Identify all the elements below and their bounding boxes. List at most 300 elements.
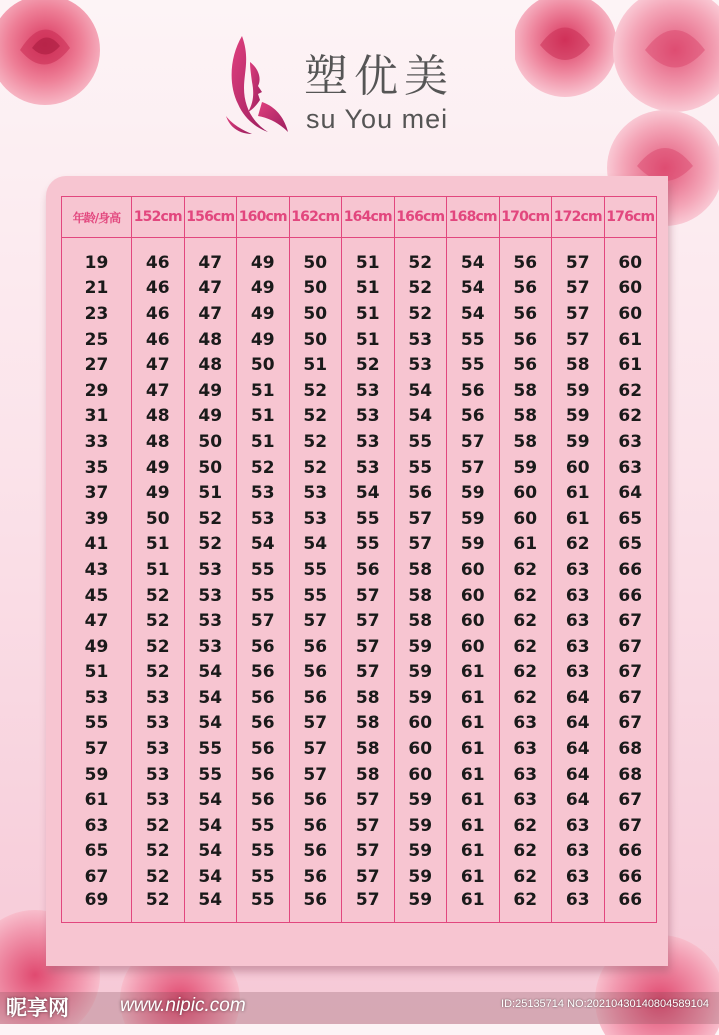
weight-cell: 63 — [552, 583, 605, 609]
table-row — [62, 532, 657, 558]
weight-cell: 59 — [394, 890, 447, 923]
age-cell: 69 — [62, 890, 132, 923]
table-row — [62, 327, 657, 353]
table-row — [62, 660, 657, 686]
weight-cell: 61 — [447, 736, 500, 762]
weight-cell: 47 — [184, 276, 237, 302]
weight-cell: 57 — [342, 813, 395, 839]
weight-cell: 55 — [237, 583, 290, 609]
table-row — [62, 583, 657, 609]
weight-cell: 55 — [237, 813, 290, 839]
weight-cell: 57 — [342, 583, 395, 609]
weight-cell: 66 — [604, 557, 657, 583]
weight-cell: 57 — [552, 327, 605, 353]
table-row — [62, 352, 657, 378]
weight-cell: 63 — [552, 608, 605, 634]
weight-cell: 55 — [289, 583, 342, 609]
weight-cell: 53 — [342, 455, 395, 481]
weight-cell: 63 — [499, 762, 552, 788]
weight-cell: 61 — [604, 352, 657, 378]
weight-cell: 52 — [132, 660, 185, 686]
weight-cell: 59 — [499, 455, 552, 481]
weight-cell: 63 — [552, 839, 605, 865]
weight-cell: 56 — [447, 404, 500, 430]
weight-cell: 50 — [184, 455, 237, 481]
weight-cell: 51 — [342, 301, 395, 327]
weight-cell: 56 — [499, 250, 552, 276]
weight-cell: 57 — [394, 506, 447, 532]
weight-reference-table — [61, 196, 657, 923]
weight-cell: 52 — [132, 608, 185, 634]
weight-cell: 52 — [394, 250, 447, 276]
weight-cell: 58 — [342, 736, 395, 762]
age-cell: 21 — [62, 276, 132, 302]
weight-cell: 51 — [289, 352, 342, 378]
weight-cell: 54 — [184, 839, 237, 865]
table-row — [62, 736, 657, 762]
corner-header-age-height: 年龄/身高 — [62, 197, 132, 238]
table-row — [62, 301, 657, 327]
table-row — [62, 455, 657, 481]
face-silhouette-logo-icon — [222, 32, 292, 136]
weight-cell: 49 — [237, 301, 290, 327]
weight-cell: 51 — [184, 480, 237, 506]
weight-cell: 53 — [289, 506, 342, 532]
weight-cell: 57 — [342, 634, 395, 660]
weight-cell: 60 — [499, 480, 552, 506]
weight-cell: 56 — [237, 685, 290, 711]
weight-cell: 63 — [552, 557, 605, 583]
weight-cell: 50 — [289, 327, 342, 353]
weight-cell: 53 — [394, 327, 447, 353]
age-cell: 33 — [62, 429, 132, 455]
weight-cell: 63 — [604, 429, 657, 455]
weight-cell: 53 — [184, 634, 237, 660]
weight-cell: 62 — [499, 583, 552, 609]
age-cell: 45 — [62, 583, 132, 609]
weight-cell: 56 — [289, 660, 342, 686]
weight-cell: 49 — [132, 455, 185, 481]
column-header: 152cm — [132, 197, 185, 238]
weight-cell: 50 — [132, 506, 185, 532]
age-cell: 41 — [62, 532, 132, 558]
weight-cell: 51 — [237, 378, 290, 404]
weight-cell: 61 — [447, 864, 500, 890]
weight-cell: 56 — [289, 813, 342, 839]
weight-cell: 62 — [604, 404, 657, 430]
watermark-id: ID:25135714 NO:20210430140804589104 — [501, 998, 709, 1010]
weight-cell: 48 — [132, 404, 185, 430]
weight-cell: 53 — [132, 711, 185, 737]
weight-cell: 62 — [499, 608, 552, 634]
weight-cell: 53 — [184, 557, 237, 583]
weight-cell: 67 — [604, 660, 657, 686]
weight-cell: 65 — [604, 506, 657, 532]
weight-cell: 46 — [132, 250, 185, 276]
weight-cell: 59 — [394, 787, 447, 813]
weight-cell: 46 — [132, 301, 185, 327]
weight-cell: 57 — [342, 608, 395, 634]
table-row — [62, 864, 657, 890]
column-header: 166cm — [394, 197, 447, 238]
weight-cell: 62 — [499, 813, 552, 839]
table-row — [62, 711, 657, 737]
weight-cell: 63 — [552, 634, 605, 660]
weight-cell: 64 — [552, 685, 605, 711]
weight-cell: 54 — [394, 404, 447, 430]
weight-cell: 54 — [342, 480, 395, 506]
table-row — [62, 608, 657, 634]
table-row — [62, 634, 657, 660]
weight-cell: 52 — [289, 378, 342, 404]
weight-cell: 63 — [552, 813, 605, 839]
weight-cell: 67 — [604, 634, 657, 660]
weight-cell: 62 — [552, 532, 605, 558]
weight-cell: 57 — [342, 839, 395, 865]
weight-cell: 50 — [289, 301, 342, 327]
weight-cell: 58 — [342, 762, 395, 788]
weight-cell: 59 — [394, 864, 447, 890]
column-header: 170cm — [499, 197, 552, 238]
table-row — [62, 378, 657, 404]
weight-cell: 53 — [342, 429, 395, 455]
weight-cell: 53 — [132, 787, 185, 813]
weight-cell: 57 — [237, 608, 290, 634]
weight-cell: 59 — [394, 839, 447, 865]
weight-cell: 59 — [447, 532, 500, 558]
weight-cell: 49 — [237, 276, 290, 302]
age-cell: 25 — [62, 327, 132, 353]
weight-cell: 52 — [289, 455, 342, 481]
weight-cell: 58 — [552, 352, 605, 378]
weight-cell: 57 — [342, 864, 395, 890]
watermark-site-logo: 昵享网 — [6, 996, 69, 1020]
weight-cell: 57 — [289, 608, 342, 634]
age-cell: 35 — [62, 455, 132, 481]
weight-cell: 55 — [237, 890, 290, 923]
weight-cell: 58 — [499, 378, 552, 404]
column-header: 176cm — [604, 197, 657, 238]
weight-cell: 52 — [289, 404, 342, 430]
weight-cell: 56 — [499, 276, 552, 302]
column-header: 160cm — [237, 197, 290, 238]
weight-cell: 55 — [342, 532, 395, 558]
weight-cell: 51 — [237, 429, 290, 455]
weight-cell: 60 — [447, 634, 500, 660]
weight-cell: 48 — [132, 429, 185, 455]
weight-cell: 55 — [394, 455, 447, 481]
weight-cell: 55 — [289, 557, 342, 583]
weight-cell: 56 — [289, 890, 342, 923]
weight-cell: 52 — [132, 634, 185, 660]
weight-cell: 61 — [604, 327, 657, 353]
weight-cell: 54 — [184, 660, 237, 686]
weight-cell: 49 — [184, 378, 237, 404]
age-cell: 51 — [62, 660, 132, 686]
weight-cell: 63 — [499, 711, 552, 737]
weight-cell: 59 — [552, 404, 605, 430]
weight-cell: 59 — [552, 429, 605, 455]
weight-cell: 59 — [394, 813, 447, 839]
age-cell: 31 — [62, 404, 132, 430]
weight-cell: 54 — [184, 685, 237, 711]
weight-cell: 67 — [604, 711, 657, 737]
weight-cell: 54 — [237, 532, 290, 558]
weight-cell: 60 — [447, 583, 500, 609]
weight-cell: 48 — [184, 327, 237, 353]
table-row — [62, 506, 657, 532]
weight-cell: 55 — [394, 429, 447, 455]
weight-cell: 52 — [132, 864, 185, 890]
weight-cell: 56 — [289, 685, 342, 711]
weight-cell: 64 — [552, 787, 605, 813]
weight-cell: 55 — [447, 327, 500, 353]
weight-cell: 51 — [342, 250, 395, 276]
weight-cell: 55 — [237, 864, 290, 890]
weight-cell: 58 — [394, 583, 447, 609]
weight-cell: 56 — [499, 352, 552, 378]
weight-cell: 53 — [342, 404, 395, 430]
weight-cell: 56 — [342, 557, 395, 583]
age-cell: 65 — [62, 839, 132, 865]
weight-cell: 61 — [447, 839, 500, 865]
weight-cell: 51 — [342, 327, 395, 353]
table-row — [62, 250, 657, 276]
weight-cell: 61 — [499, 532, 552, 558]
weight-cell: 52 — [394, 276, 447, 302]
weight-cell: 58 — [394, 608, 447, 634]
weight-cell: 56 — [499, 301, 552, 327]
weight-cell: 46 — [132, 327, 185, 353]
weight-cell: 56 — [237, 634, 290, 660]
weight-cell: 63 — [604, 455, 657, 481]
weight-cell: 53 — [132, 685, 185, 711]
weight-cell: 61 — [552, 480, 605, 506]
weight-cell: 62 — [499, 890, 552, 923]
weight-cell: 57 — [289, 762, 342, 788]
weight-cell: 54 — [447, 301, 500, 327]
weight-cell: 52 — [394, 301, 447, 327]
weight-cell: 51 — [132, 557, 185, 583]
table-row — [62, 890, 657, 923]
weight-cell: 57 — [289, 736, 342, 762]
table-row — [62, 813, 657, 839]
weight-cell: 47 — [184, 301, 237, 327]
weight-cell: 54 — [289, 532, 342, 558]
weight-cell: 63 — [552, 864, 605, 890]
weight-cell: 57 — [552, 276, 605, 302]
weight-cell: 56 — [289, 787, 342, 813]
weight-cell: 62 — [604, 378, 657, 404]
weight-cell: 60 — [447, 557, 500, 583]
age-cell: 63 — [62, 813, 132, 839]
weight-cell: 56 — [499, 327, 552, 353]
weight-cell: 47 — [132, 378, 185, 404]
age-cell: 23 — [62, 301, 132, 327]
age-cell: 57 — [62, 736, 132, 762]
watermark-url: www.nipic.com — [120, 995, 246, 1016]
weight-cell: 60 — [447, 608, 500, 634]
weight-cell: 61 — [552, 506, 605, 532]
weight-cell: 61 — [447, 813, 500, 839]
age-cell: 67 — [62, 864, 132, 890]
rose-top-left-decoration — [0, 0, 110, 130]
weight-cell: 54 — [184, 864, 237, 890]
table-row — [62, 557, 657, 583]
weight-cell: 59 — [394, 660, 447, 686]
weight-cell: 60 — [552, 455, 605, 481]
weight-cell: 64 — [552, 711, 605, 737]
weight-cell: 51 — [132, 532, 185, 558]
age-cell: 43 — [62, 557, 132, 583]
weight-cell: 47 — [132, 352, 185, 378]
table-row — [62, 404, 657, 430]
weight-cell: 53 — [184, 583, 237, 609]
weight-cell: 54 — [447, 276, 500, 302]
weight-cell: 64 — [552, 736, 605, 762]
weight-cell: 56 — [289, 634, 342, 660]
brand-name-chinese: 塑优美 — [304, 51, 454, 102]
table-header-row — [62, 197, 657, 238]
age-cell: 29 — [62, 378, 132, 404]
age-cell: 47 — [62, 608, 132, 634]
age-cell: 53 — [62, 685, 132, 711]
weight-cell: 52 — [184, 532, 237, 558]
weight-cell: 57 — [394, 532, 447, 558]
age-cell: 37 — [62, 480, 132, 506]
weight-cell: 52 — [132, 813, 185, 839]
weight-cell: 60 — [604, 250, 657, 276]
weight-cell: 49 — [132, 480, 185, 506]
weight-cell: 58 — [342, 711, 395, 737]
weight-cell: 57 — [552, 250, 605, 276]
table-row — [62, 685, 657, 711]
weight-cell: 57 — [342, 787, 395, 813]
weight-cell: 55 — [184, 736, 237, 762]
weight-cell: 50 — [184, 429, 237, 455]
weight-cell: 56 — [237, 787, 290, 813]
weight-cell: 62 — [499, 864, 552, 890]
weight-cell: 56 — [237, 762, 290, 788]
weight-cell: 53 — [342, 378, 395, 404]
weight-cell: 51 — [342, 276, 395, 302]
table-row — [62, 429, 657, 455]
age-cell: 39 — [62, 506, 132, 532]
weight-cell: 53 — [237, 506, 290, 532]
weight-cell: 59 — [394, 685, 447, 711]
weight-cell: 58 — [499, 429, 552, 455]
weight-cell: 66 — [604, 839, 657, 865]
brand-header — [222, 32, 482, 142]
weight-cell: 56 — [237, 736, 290, 762]
weight-cell: 66 — [604, 864, 657, 890]
weight-cell: 50 — [289, 250, 342, 276]
weight-cell: 55 — [447, 352, 500, 378]
age-cell: 49 — [62, 634, 132, 660]
table-row — [62, 276, 657, 302]
weight-cell: 55 — [237, 839, 290, 865]
weight-cell: 61 — [447, 685, 500, 711]
column-header: 164cm — [342, 197, 395, 238]
weight-cell: 60 — [499, 506, 552, 532]
weight-cell: 54 — [394, 378, 447, 404]
weight-cell: 58 — [342, 685, 395, 711]
table-row — [62, 839, 657, 865]
weight-cell: 59 — [552, 378, 605, 404]
weight-cell: 52 — [132, 839, 185, 865]
age-cell: 55 — [62, 711, 132, 737]
column-header: 172cm — [552, 197, 605, 238]
weight-cell: 54 — [184, 787, 237, 813]
weight-cell: 64 — [604, 480, 657, 506]
weight-cell: 61 — [447, 787, 500, 813]
weight-cell: 57 — [342, 890, 395, 923]
weight-cell: 59 — [447, 506, 500, 532]
weight-cell: 67 — [604, 813, 657, 839]
weight-cell: 47 — [184, 250, 237, 276]
column-header: 162cm — [289, 197, 342, 238]
weight-cell: 48 — [184, 352, 237, 378]
weight-cell: 66 — [604, 583, 657, 609]
weight-cell: 54 — [447, 250, 500, 276]
weight-cell: 52 — [132, 583, 185, 609]
weight-cell: 53 — [132, 736, 185, 762]
table-spacer-row — [62, 238, 657, 251]
column-header: 168cm — [447, 197, 500, 238]
weight-cell: 52 — [132, 890, 185, 923]
table-body — [62, 238, 657, 923]
weight-cell: 55 — [237, 557, 290, 583]
weight-cell: 61 — [447, 660, 500, 686]
age-cell: 59 — [62, 762, 132, 788]
weight-cell: 64 — [552, 762, 605, 788]
weight-cell: 62 — [499, 685, 552, 711]
weight-cell: 56 — [289, 864, 342, 890]
weight-cell: 52 — [184, 506, 237, 532]
weight-cell: 62 — [499, 634, 552, 660]
brand-name-english: su You mei — [306, 104, 449, 134]
weight-cell: 61 — [447, 711, 500, 737]
weight-cell: 53 — [394, 352, 447, 378]
weight-cell: 50 — [237, 352, 290, 378]
weight-cell: 68 — [604, 736, 657, 762]
table-row — [62, 787, 657, 813]
weight-cell: 57 — [342, 660, 395, 686]
weight-cell: 54 — [184, 813, 237, 839]
weight-cell: 56 — [447, 378, 500, 404]
weight-cell: 60 — [394, 736, 447, 762]
weight-cell: 57 — [447, 455, 500, 481]
weight-cell: 63 — [552, 890, 605, 923]
weight-cell: 67 — [604, 787, 657, 813]
weight-cell: 56 — [394, 480, 447, 506]
weight-cell: 63 — [499, 736, 552, 762]
weight-cell: 58 — [499, 404, 552, 430]
weight-cell: 67 — [604, 685, 657, 711]
weight-cell: 53 — [237, 480, 290, 506]
table-row — [62, 480, 657, 506]
weight-cell: 60 — [394, 762, 447, 788]
weight-cell: 56 — [237, 711, 290, 737]
weight-cell: 57 — [552, 301, 605, 327]
weight-cell: 62 — [499, 557, 552, 583]
weight-cell: 62 — [499, 839, 552, 865]
weight-cell: 67 — [604, 608, 657, 634]
weight-cell: 57 — [289, 711, 342, 737]
weight-cell: 53 — [289, 480, 342, 506]
table-row — [62, 762, 657, 788]
weight-cell: 68 — [604, 762, 657, 788]
